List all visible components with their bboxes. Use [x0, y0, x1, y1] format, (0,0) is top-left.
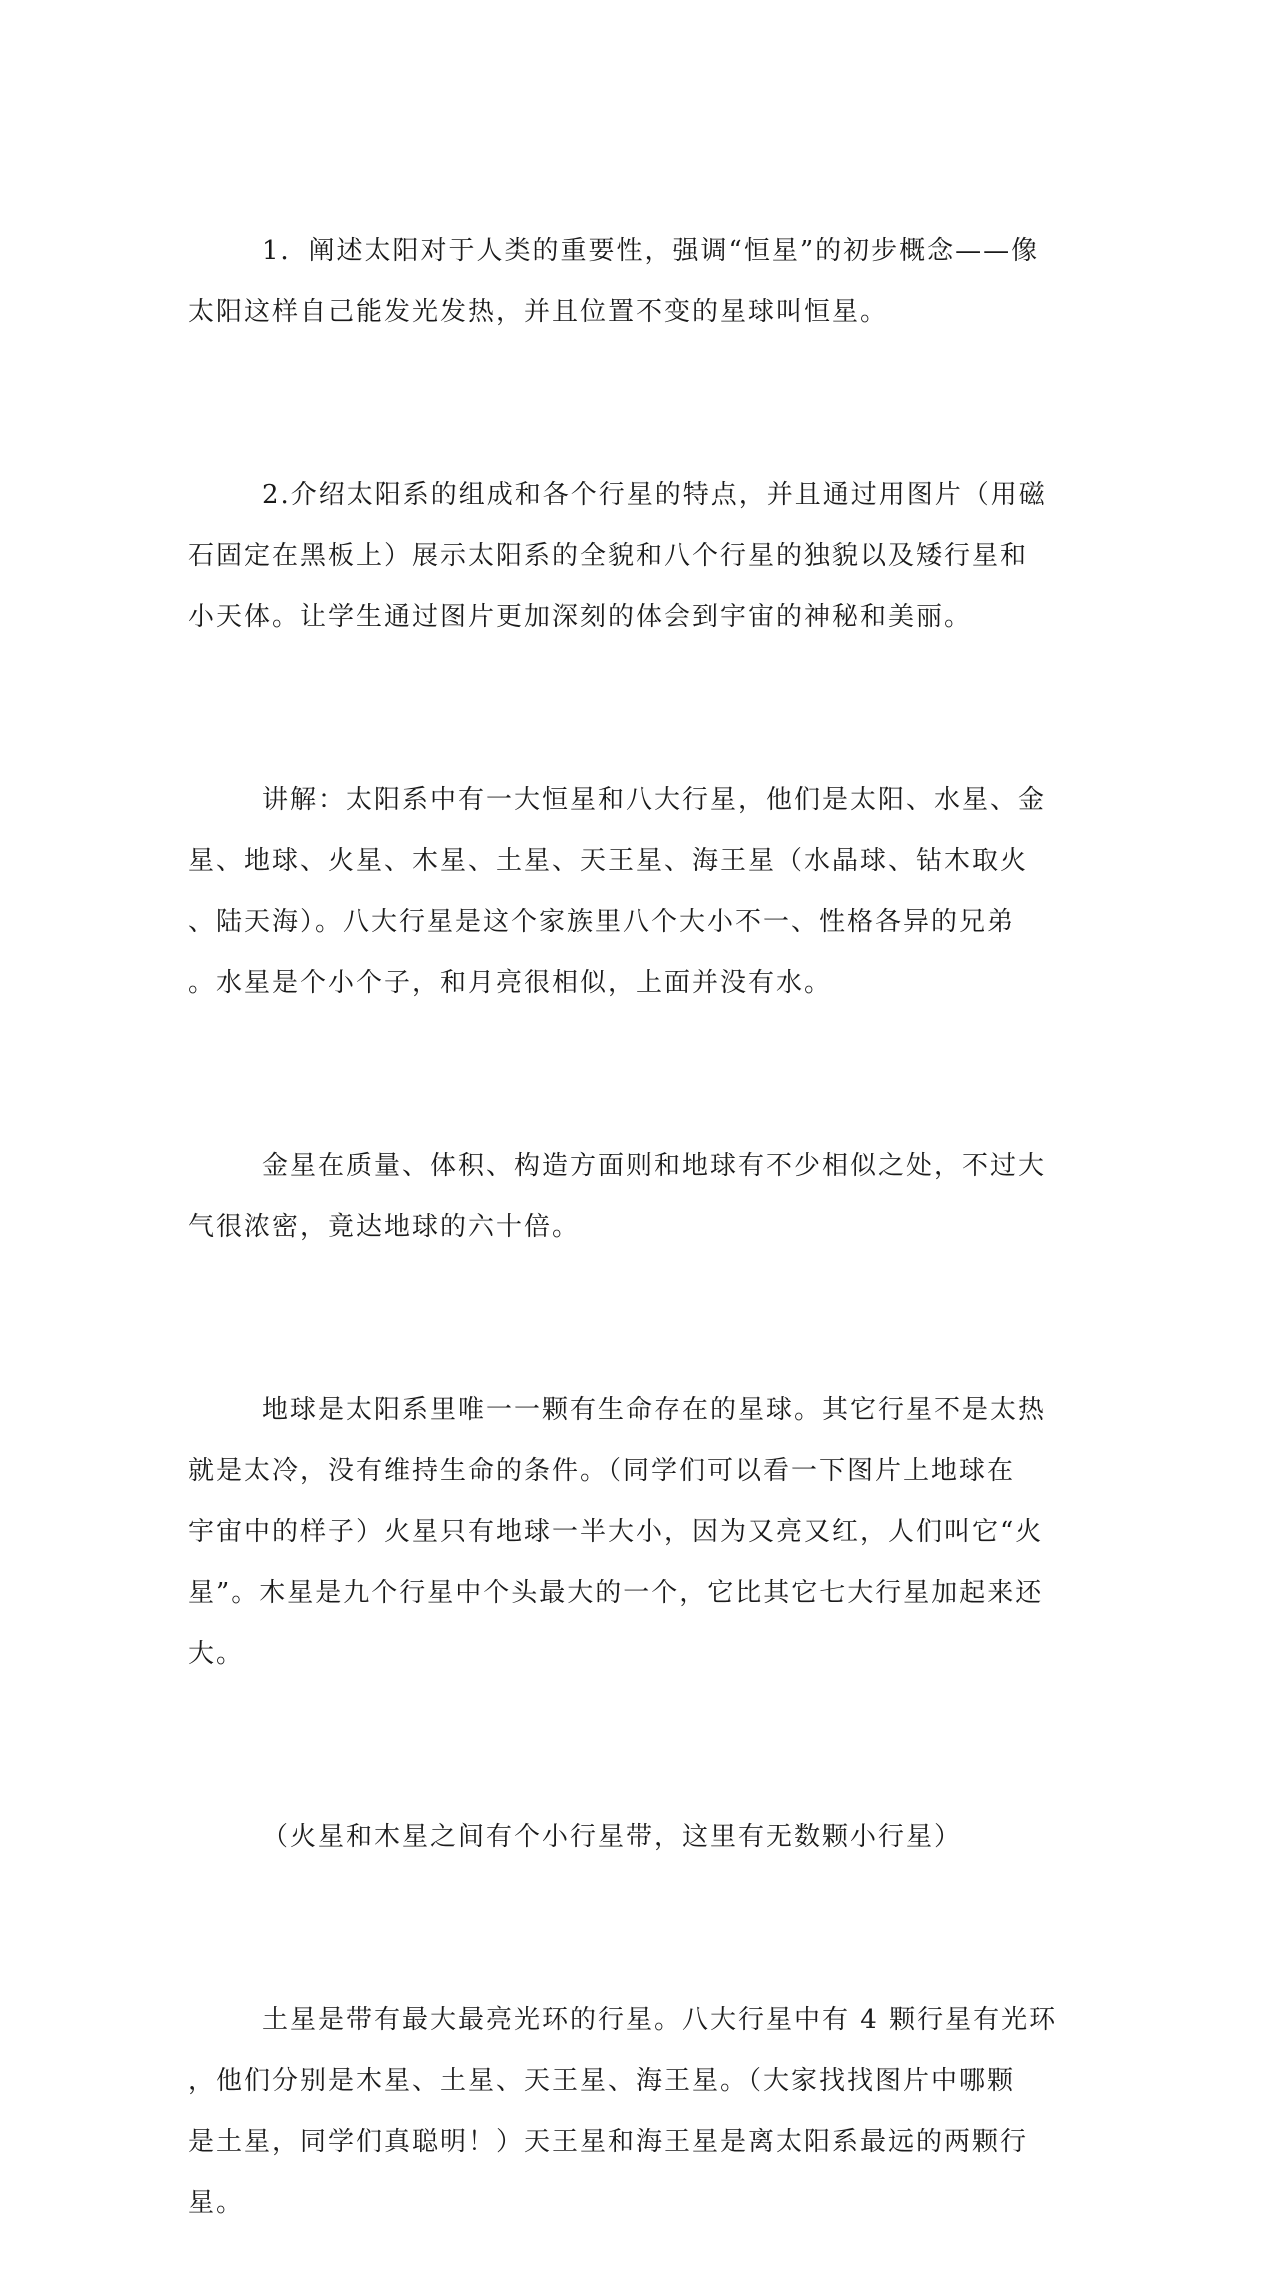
- text-line: 金星在质量、体积、构造方面则和地球有不少相似之处，不过大: [262, 1151, 1047, 1181]
- paragraph-3: [188, 709, 1068, 1075]
- paragraph-4: [188, 1075, 1068, 1319]
- text-line: 就是太冷，没有维持生命的条件。（同学们可以看一下图片上地球在: [188, 1456, 1016, 1486]
- text-line: （火星和木星之间有个小行星带，这里有无数颗小行星）: [262, 1822, 963, 1852]
- text-line: 太阳这样自己能发光发热，并且位置不变的星球叫恒星。: [188, 297, 889, 327]
- text-line: 石固定在黑板上）展示太阳系的全貌和八个行星的独貌以及矮行星和: [188, 541, 1029, 571]
- paragraph-7: [188, 1929, 1068, 2295]
- text-line: 2.介绍太阳系的组成和各个行星的特点，并且通过用图片（用磁: [262, 480, 1047, 510]
- document-body: [188, 160, 1068, 2295]
- text-line: 、陆天海）。八大行星是这个家族里八个大小不一、性格各异的兄弟: [188, 907, 1016, 937]
- text-line: 是土星，同学们真聪明！）天王星和海王星是离太阳系最远的两颗行: [188, 2127, 1029, 2157]
- paragraph-2: [188, 404, 1068, 709]
- text-line: 土星是带有最大最亮光环的行星。八大行星中有 4 颗行星有光环: [262, 2005, 1058, 2035]
- text-line: 星。: [188, 2188, 245, 2218]
- text-line: 小天体。让学生通过图片更加深刻的体会到宇宙的神秘和美丽。: [188, 602, 973, 632]
- text-line: 星”。木星是九个行星中个头最大的一个，它比其它七大行星加起来还: [188, 1578, 1044, 1608]
- text-line: 大。: [188, 1639, 245, 1669]
- text-line: 气很浓密，竟达地球的六十倍。: [188, 1212, 581, 1242]
- paragraph-6: [188, 1746, 1068, 1929]
- text-line: 地球是太阳系里唯一一颗有生命存在的星球。其它行星不是太热: [262, 1395, 1047, 1425]
- text-line: ，他们分别是木星、土星、天王星、海王星。（大家找找图片中哪颗: [188, 2066, 1016, 2096]
- paragraph-1: [188, 160, 1068, 404]
- text-line: 1．阐述太阳对于人类的重要性，强调“恒星”的初步概念——像: [262, 236, 1040, 266]
- paragraph-5: [188, 1319, 1068, 1746]
- text-line: 讲解：太阳系中有一大恒星和八大行星，他们是太阳、水星、金: [262, 785, 1047, 815]
- text-line: 。水星是个小个子，和月亮很相似，上面并没有水。: [188, 968, 833, 998]
- text-line: 星、地球、火星、木星、土星、天王星、海王星（水晶球、钻木取火: [188, 846, 1029, 876]
- text-line: 宇宙中的样子）火星只有地球一半大小，因为又亮又红，人们叫它“火: [188, 1517, 1044, 1547]
